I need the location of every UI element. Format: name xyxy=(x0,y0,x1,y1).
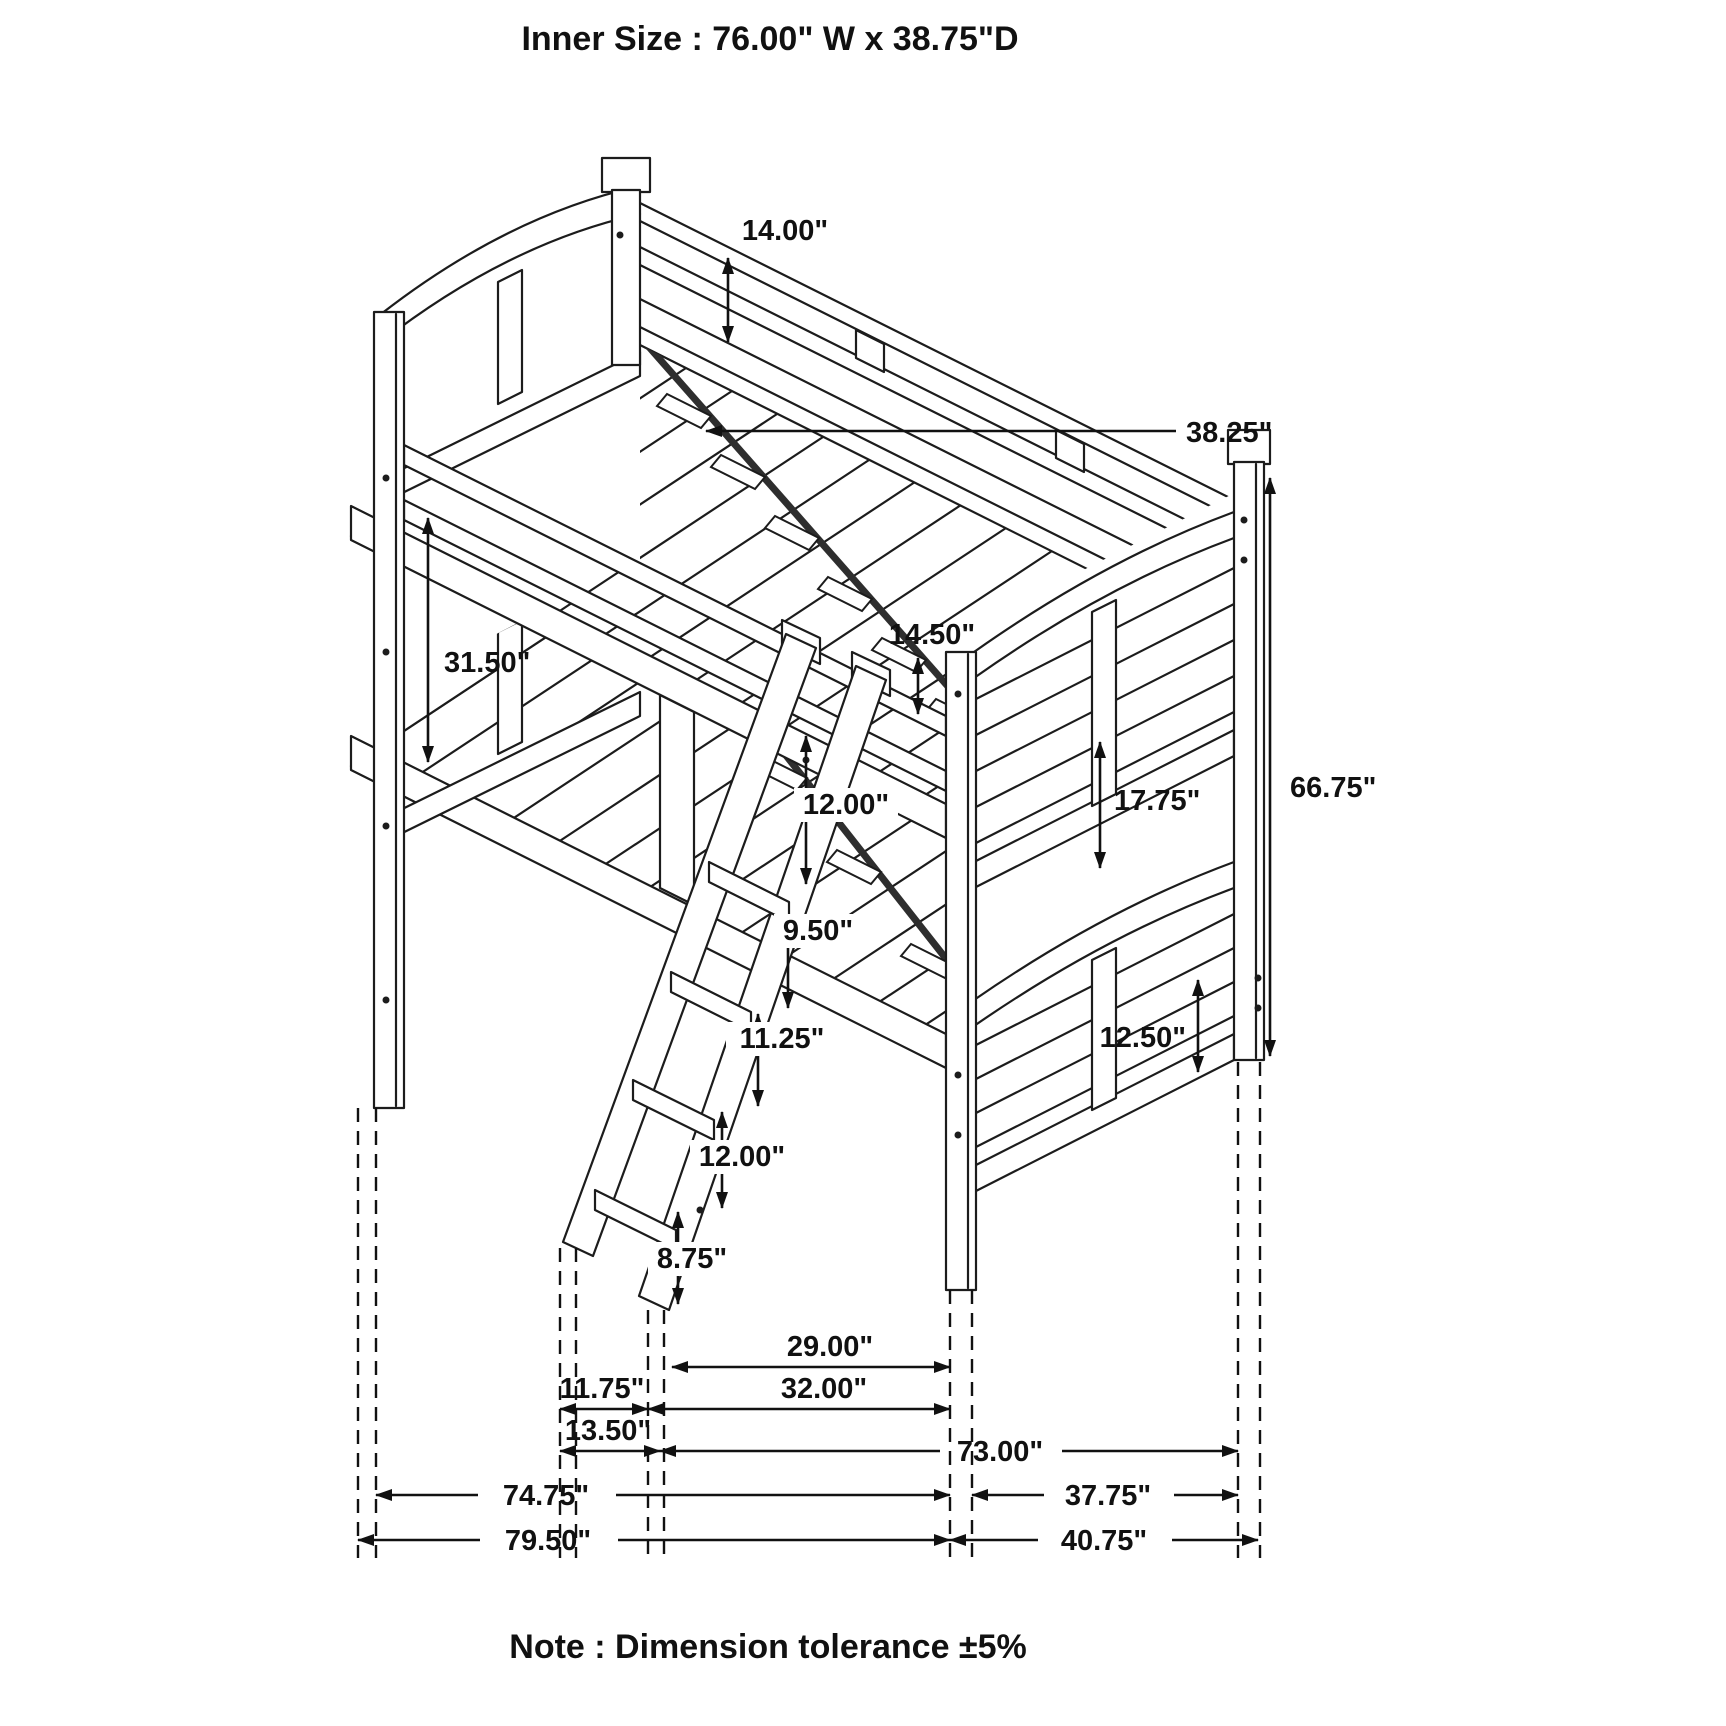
dim-label-guardrail-post-height: 14.50" xyxy=(888,619,976,651)
dim-label-bunk-clearance: 31.50" xyxy=(444,647,531,679)
dim-label-ladder-gap-3: 11.25" xyxy=(739,1023,825,1055)
dim-label-ladder-gap-1: 12.00" xyxy=(802,789,890,821)
dim-label-frame-length-outer: 74.75" xyxy=(502,1480,590,1512)
dim-label-ladder-gap-2: 9.50" xyxy=(782,915,854,947)
dim-label-frame-length-inner: 73.00" xyxy=(956,1436,1044,1468)
dim-label-overall-height: 66.75" xyxy=(1290,772,1377,804)
dim-label-overall-length: 79.50" xyxy=(504,1525,592,1557)
dim-label-slat-depth: 38.25" xyxy=(1186,417,1273,449)
dim-label-back-rail-height: 14.00" xyxy=(741,215,829,247)
dim-label-ladder-gap-5: 8.75" xyxy=(656,1243,728,1275)
dim-label-frame-depth-inner: 37.75" xyxy=(1064,1480,1152,1512)
tolerance-note: Note : Dimension tolerance ±5% xyxy=(509,1628,1027,1666)
dim-label-ladder-span: 32.00" xyxy=(780,1373,868,1405)
dim-label-ladder-gap-4: 12.00" xyxy=(698,1141,786,1173)
dim-label-ladder-base-depth: 13.50" xyxy=(564,1415,652,1447)
dim-label-overall-depth: 40.75" xyxy=(1060,1525,1148,1557)
dim-label-ladder-width: 11.75" xyxy=(559,1373,645,1405)
dim-label-footboard-clearance: 17.75" xyxy=(1114,785,1201,817)
page-title: Inner Size : 76.00" W x 38.75"D xyxy=(521,20,1019,58)
dim-label-ladder-reach: 29.00" xyxy=(786,1331,874,1363)
dim-label-lower-footboard-height: 12.50" xyxy=(1099,1022,1186,1054)
